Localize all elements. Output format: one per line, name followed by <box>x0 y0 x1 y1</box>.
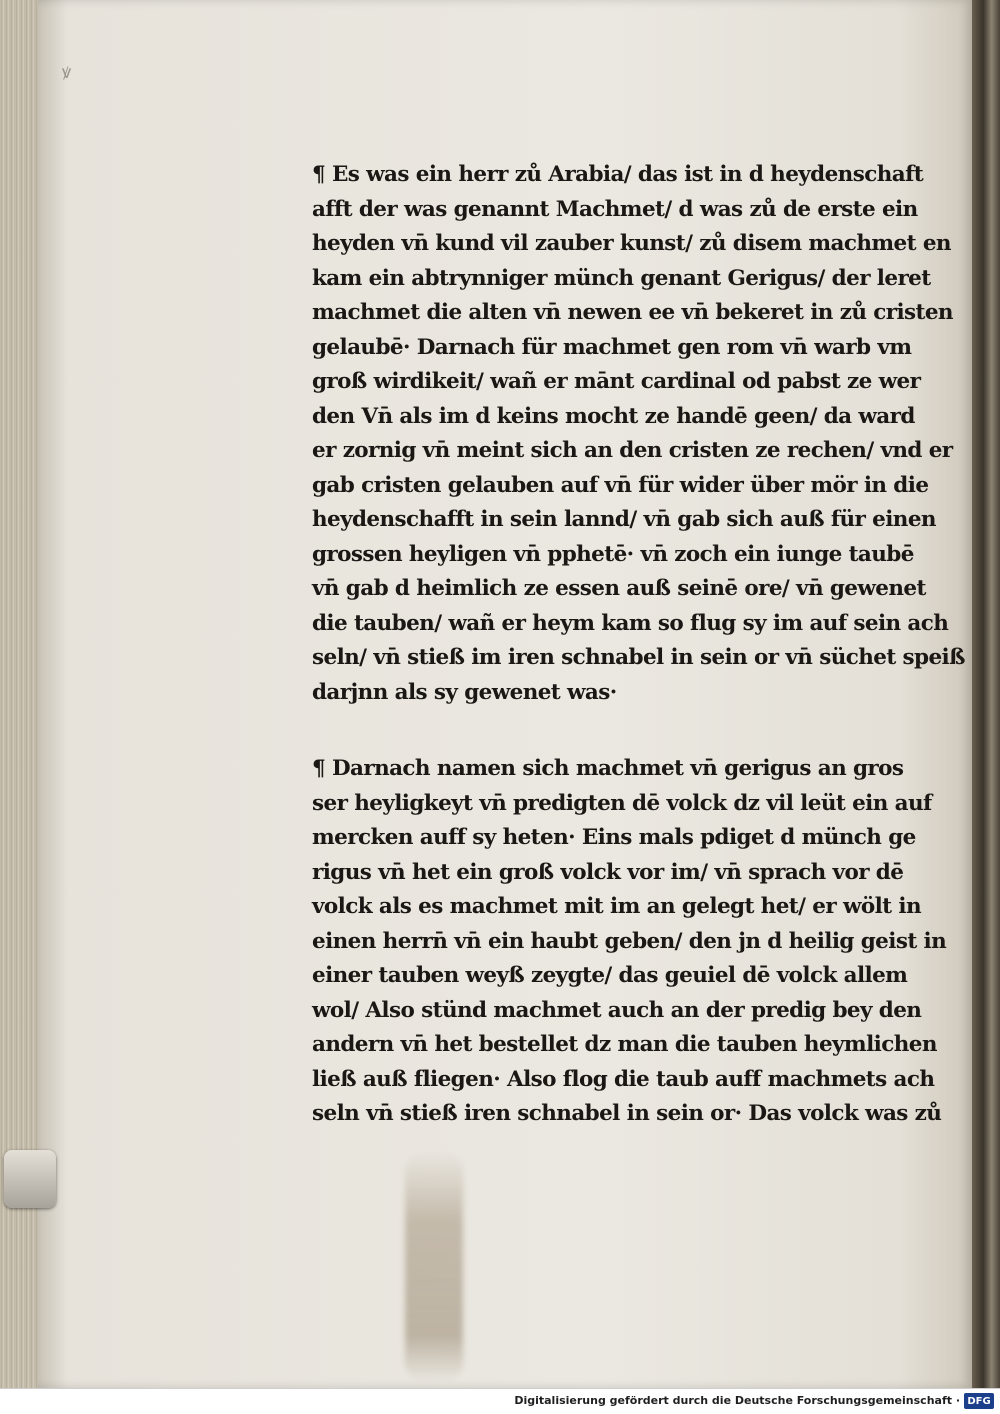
text-line: den Vn̄ als im d keins mocht ze handē geen/ da ward <box>312 403 915 429</box>
text-line: rigus vn̄ het ein groß volck vor im/ vn̄ sprach vor dē <box>312 859 904 885</box>
facing-page-edge <box>972 0 1000 1388</box>
folio-mark: ꝟ <box>62 62 73 83</box>
text-line: mercken auff sy heten· Eins mals pdiget d münch ge <box>312 825 916 850</box>
text-line: ¶ Es was ein herr zů Arabia/ das ist in d heydenschaft <box>312 162 924 187</box>
text-line: ser heyligkeyt vn̄ predigten dē volck dz vil leüt ein auf <box>312 790 932 816</box>
page-clip <box>4 1150 56 1208</box>
text-line: heyden vn̄ kund vil zauber kunst/ zů disem machmet en <box>312 231 951 256</box>
text-line: groß wirdikeit/ wañ er mānt cardinal od pabst ze wer <box>312 369 921 394</box>
text-line: volck als es machmet mit im an gelegt het/ er wölt in <box>312 894 921 919</box>
text-line: kam ein abtrynniger münch genant Gerigus/ der leret <box>312 265 931 291</box>
text-line: ließ auß fliegen· Also flog die taub auff machmets ach <box>312 1066 935 1092</box>
text-line: einen herrn̄ vn̄ ein haubt geben/ den jn d heilig geist in <box>312 928 947 954</box>
text-line: seln/ vn̄ stieß im iren schnabel in sein or vn̄ süchet speiß <box>312 645 965 670</box>
page-stain <box>405 1152 463 1382</box>
text-line: seln vn̄ stieß iren schnabel in sein or· Das volck was zů <box>312 1101 942 1126</box>
text-line: heydenschafft in sein lannd/ vn̄ gab sich auß für einen <box>312 507 936 532</box>
text-line: machmet die alten vn̄ newen ee vn̄ bekeret in zů cristen <box>312 300 953 325</box>
text-line: einer tauben weyß zeygte/ das geuiel dē volck allem <box>312 963 908 988</box>
paragraph-1 <box>312 158 965 710</box>
text-line: die tauben/ wañ er heym kam so flug sy im auf sein ach <box>312 610 949 636</box>
text-line: ¶ Darnach namen sich machmet vn̄ gerigus an gros <box>312 756 904 781</box>
funding-credit: Digitalisierung gefördert durch die Deutsche Forschungsgemeinschaft · <box>514 1394 960 1407</box>
text-line: gelaubē· Darnach für machmet gen rom vn̄ warb vm <box>312 334 912 360</box>
text-line: vn̄ gab d heimlich ze essen auß seinē ore/ vn̄ gewenet <box>312 576 926 601</box>
dfg-logo-icon: DFG <box>964 1393 994 1409</box>
text-line: wol/ Also stünd machmet auch an der predig bey den <box>312 997 922 1023</box>
text-line: er zornig vn̄ meint sich an den cristen ze rechen/ vnd er <box>312 438 953 463</box>
paragraph-2 <box>312 752 947 1132</box>
text-line: afft der was genannt Machmet/ d was zů de erste ein <box>312 196 918 222</box>
printed-text-block <box>312 158 965 1132</box>
text-line: grossen heyligen vn̄ pphetē· vn̄ zoch ein iunge taubē <box>312 541 914 567</box>
text-line: darjnn als sy gewenet was· <box>312 679 617 705</box>
footer-bar <box>0 1388 1000 1414</box>
text-line: andern vn̄ het bestellet dz man die tauben heymlichen <box>312 1032 937 1057</box>
text-line: gab cristen gelauben auf vn̄ für wider über mör in die <box>312 472 929 498</box>
